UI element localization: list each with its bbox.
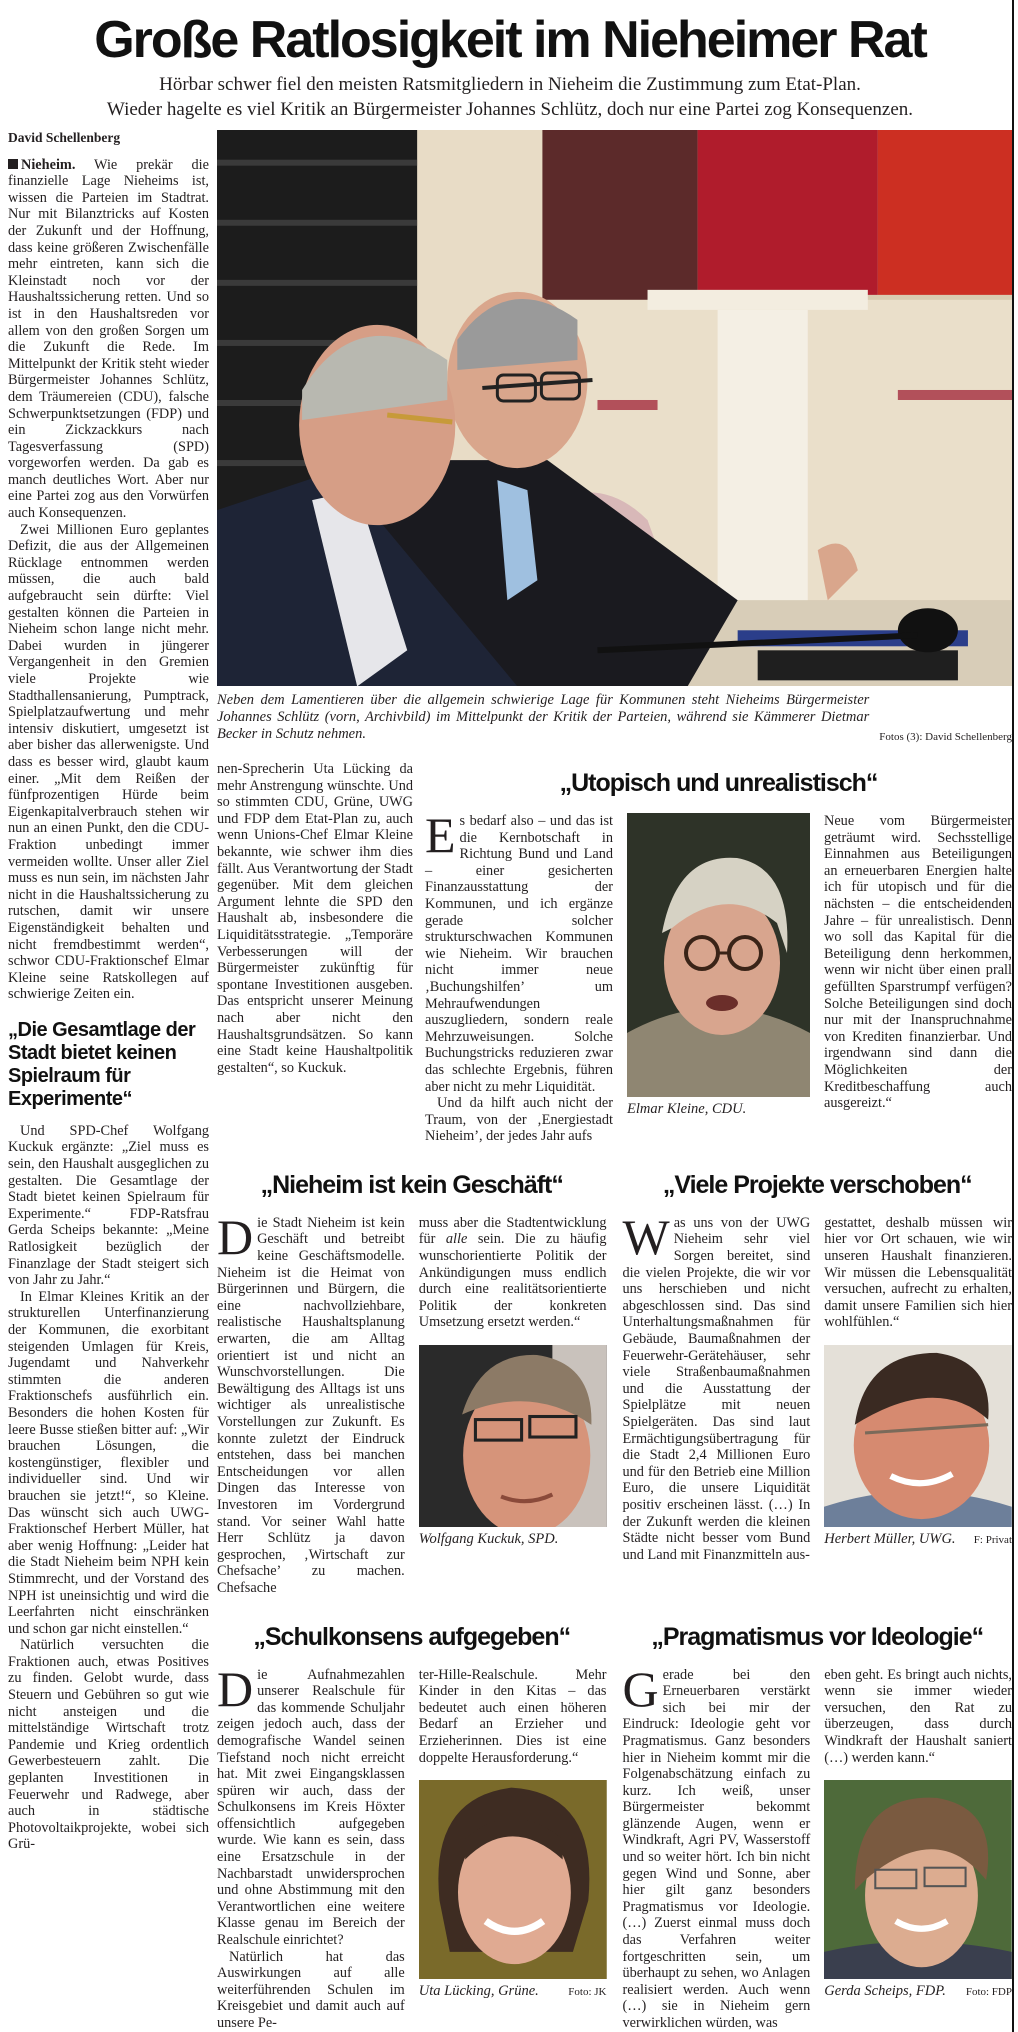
box-nieheim-col-a (217, 1208, 405, 1597)
paragraph (419, 1215, 607, 1331)
box-prag-col-b (824, 1667, 1012, 1767)
portrait-caption-row (824, 1531, 1012, 1548)
portrait-photo-icon (419, 1780, 607, 1979)
portrait-block (627, 813, 810, 1118)
paragraph-text: erade bei den Erneuerbaren verstärkt sich bei mir der Eindruck: Ideologie geht vor Pragmatismus. Ganz besonders hier in Nieheim kommt mir die Folgenabschätzung einfach zu kurz. Ich weiß, unser Bürgermeister bekommt glänzende Augen, wenn er Windkraft, Agri PV, Wasserstoff und so weiter hört. Ich bin nicht gegen Wind und Sonne, aber hier gilt ganz besonders Pragmatismus vor Ideologie. (…) Zuerst einmal muss doch das Verfahren weiter fortgeschritten sein, um überhaupt zu sehen, wo Anlagen realisiert werden. Auch wenn (…) sie in Nieheim gern verwirklichen würden, was (622, 1666, 811, 2031)
article-grid (8, 130, 1012, 2032)
portrait-caption-row (419, 1983, 607, 2000)
portrait-caption: Uta Lücking, Grüne. (418, 1983, 539, 2000)
box-nieheim-columns (217, 1208, 607, 1597)
box-utopisch-col-b (824, 813, 1012, 1112)
caption-text: Neben dem Lamentieren über die allgemein schwierige Lage für Kommunen steht Nieheims Bürgermeister Johannes Schlütz (vorn, Archivbild) im Mittelpunkt der Kritik der Parteien, während sie Kämmerer Dietmar Becker in Schutz nehmen. (217, 692, 870, 742)
box-schul-col-b (419, 1667, 607, 1767)
bullet-square-icon (8, 159, 18, 169)
dropcap: D (217, 1660, 254, 1717)
deck (8, 72, 1012, 122)
portrait-caption-row (824, 1983, 1012, 2000)
portrait-caption: Wolfgang Kuckuk, SPD. (418, 1531, 559, 1548)
portrait-caption: Elmar Kleine, CDU. (627, 1101, 747, 1117)
paragraph (425, 807, 613, 1095)
box-utopisch-columns (425, 807, 1012, 1145)
box-schul-col-a (217, 1660, 405, 2032)
box-nieheim (217, 1163, 607, 1597)
subheadline: „Die Gesamtlage der Stadt bietet keinen Spielraum für Experimente“ (8, 1018, 196, 1110)
paragraph: ter-Hille-Realschule. Mehr Kinder in den Kitas – das bedeutet auch einen höheren Bedarf an Erzieher und Erzieherinnen. Dies ist eine doppelte Herausforderung.“ (418, 1666, 607, 1766)
section-title-nieheim: „Nieheim ist kein Geschäft“ (260, 1170, 563, 1199)
paragraph: gestattet, deshalb müssen wir hier vor Ort schauen, wie wir unseren Haushalt finanzieren. Wir müssen die Lebensqualität versuchen, aufrecht zu erhalten, damit unsere Familien sich hier wohlfühlen.“ (824, 1214, 1012, 1331)
portrait-caption: Herbert Müller, UWG. (824, 1531, 956, 1548)
box-prag-columns (622, 1660, 1013, 2032)
dropcap: W (622, 1208, 670, 1265)
dropcap: D (217, 1208, 254, 1265)
portrait-photo-icon (627, 813, 810, 1097)
photo-council-meeting-icon (217, 130, 1012, 686)
paragraph: Zwei Millionen Euro geplantes Defizit, die aus der Allgemeinen Rücklage entnommen werden müssen, die auch bald aufgebraucht sein dürfte: Viel gestalten können die Parteien in Nieheim schon lange nicht mehr. Dabei wurden in jüngerer Vergangenheit in den Gremien viele Projekte wie Stadthallensanierung, Pumptrack, Spielplatzaufwertung und mehr intensiv diskutiert, umgesetzt ist aber bisher das allerwenigste. Und dass es besser wird, glaubt kaum einer. „Mit dem Reißen der fünfprozentigen Hürde beim Eigenkapitalverbrauch stehen wir nun an einen Punkt, den die CDU-Fraktion unbedingt immer vermeiden wollte. Unser aller Ziel muss es nun sein, im nächsten Jahr nicht in die Haushaltssicherung zu rutschen, damit wir unsere Eigenständigkeit behalten und nicht fremdbestimmt werden“, schwor CDU-Fraktionschef Elmar Kleine seine Ratskollegen auf schwierige Zeiten ein. (8, 521, 209, 1003)
box-projekte-col-b (824, 1215, 1012, 1331)
paragraph: Neue vom Bürgermeister geträumt wird. Sechsstellige Einnahmen aus Beteiligungen an erneuerbaren Energien halte ich für utopisch und für die nächsten – die entscheidenden Jahre – für unrealistisch. Denn wo soll das Kapital für die Beteiligung denn herkommen, wenn wir nicht über einen prall gefüllten Sparstrumpf verfügen? Solche Beteiligungen sind doch nur mit der Inanspruchnahme von Krediten finanzierbar. Und irgendwann sind dann die Möglichkeiten der Kreditbeschaffung auch ausgereizt.“ (824, 813, 1012, 1112)
box-schulkonsens (217, 1615, 607, 2032)
portrait-uta-luecking (419, 1780, 607, 1979)
box-schul-columns (217, 1660, 607, 2032)
deck-line-2: Wieder hagelte es viel Kritik an Bürgermeister Johannes Schlütz, doch nur eine Partei zog Konsequenzen. (106, 99, 914, 120)
dateline: Nieheim. (21, 156, 76, 173)
box-nieheim-col-b (419, 1215, 607, 1331)
paragraph: eben geht. Es bringt auch nichts, wenn sie immer wieder versuchen, den Rat zu überzeugen, dass durch Windkraft der Haushalt saniert (…) werden kann.“ (824, 1666, 1012, 1766)
paragraph (8, 157, 209, 522)
dropcap: E (425, 807, 456, 863)
lower-row-1 (217, 761, 1012, 1145)
paragraph: nen-Sprecherin Uta Lücking da mehr Anstrengung wünschte. Und so stimmten CDU, Grüne, UWG und FDP dem Etat-Plan zu, auch wenn Unions-Chef Elmar Kleine bekannte, wie schwer ihm dies fällt. Aus Verantwortung der Stadt gegenüber. Mit dem gleichen Argument lehnte die SPD den Haushalt ab, insbesondere die Liquiditätsstrategie. „Temporäre Verbesserungen will der Bürgermeister zukünftig für spontane Investitionen ausgeben. Das entspricht unserer Meinung nach aber nicht den Haushaltsgrundsätzen. So kann eine Stadt keine Haushaltpolitik gestalten“, so Kuckuk. (217, 761, 413, 1076)
paragraph-text: ie Aufnahmezahlen unserer Realschule für das kommende Schuljahr zeigen jedoch auch, dass der demografische Wandel seinen Tiefstand noch nicht erreicht hat. Mit zwei Eingangsklassen spüren wir auch, dass der Schulkonsens im Kreis Höxter offensichtlich aufgegeben wurde. Wie kann es sein, dass eine Ersatzschule in der Nachbarstadt unwidersprochen und ohne Abstimmung mit den Verantwortlichen eine weitere Klasse genau im Bereich der Realschule einrichtet? (217, 1666, 405, 1949)
section-title-pragmatismus: „Pragmatismus vor Ideologie“ (651, 1622, 984, 1651)
paragraph-text: muss aber die Stadtentwicklung für (418, 1214, 607, 1248)
section-title-viele-projekte: „Viele Projekte verschoben“ (662, 1170, 972, 1199)
portrait-gerda-scheips (824, 1780, 1012, 1979)
paragraph: In Elmar Kleines Kritik an der strukturellen Unterfinanzierung der Kommunen, die exorbitant steigenden Umlagen für Kreis, Jugendamt und Nahverkehr stimmten die anderen Fraktionschefs ausführlich ein. Besonders die hohen Kosten für leere Busse stießen bitter auf: „Wir brauchen Lösungen, die kostengünstiger, flexibler und individueller sind. Und wir brauchen sie jetzt!“, so Kleine. Das wünscht sich auch UWG-Fraktionschef Herbert Müller, hat aber wenig Hoffnung: „Leider hat die Stadt Nieheim beim NPH kein Stimmrecht, und der Vorstand des NPH ist uneinsichtig und wird die Leerfahrten nicht einschränken und schon gar nicht einstellen.“ (8, 1288, 209, 1637)
box-schul-col-b-block (419, 1667, 607, 2001)
main-photo-caption-row (217, 692, 1012, 743)
main-photo-credit: Fotos (3): David Schellenberg (879, 731, 1012, 743)
deck-line-1: Hörbar schwer fiel den meisten Ratsmitgliedern in Nieheim die Zustimmung zum Etat-Plan. (159, 74, 861, 95)
column-2 (217, 761, 413, 1076)
paragraph: Natürlich hat das Auswirkungen auf alle weiterführenden Schulen im Kreisgebiet und damit auch auf unsere Pe- (217, 1948, 405, 2031)
emphasis: alle (445, 1231, 468, 1248)
paragraph (622, 1208, 811, 1563)
portrait-herbert-mueller (824, 1345, 1012, 1527)
box-projekte-columns (622, 1208, 1013, 1563)
author-byline: David Schellenberg (8, 130, 121, 145)
portrait-wolfgang-kuckuk (419, 1345, 607, 1527)
right-area (217, 130, 1012, 2032)
lower-row-3 (217, 1615, 1012, 2032)
portrait-elmar-kleine (627, 813, 810, 1097)
portrait-photo-icon (824, 1345, 1012, 1527)
portrait-credit: F: Privat (973, 1534, 1012, 1547)
paragraph-text: Wie prekär die finanzielle Lage Nieheims ist, wissen die Parteien im Stadtrat. Nur mit Bilanztricks auf Kosten der Zukunft und der Hoffnung, dass keine größeren Zwischenfälle mehr eintreten, kann sich die Kleinstadt noch vor der Haushaltssicherung retten. Und so ist in den Haushaltsreden vor allem von den großen Sorgen um die Zukunft die Rede. Im Mittelpunkt der Kritik steht wieder Bürgermeister Johannes Schlütz, dem Träumereien (CDU), falsche Schwerpunktsetzungen (FDP) und ein Zickzackkurs nach Tagesverfassung (SPD) vorgeworfen werden. Da gab es manch deutliches Wort. Aber nur eine Partei zog aus den Vorwürfen auch Konsequenzen. (8, 156, 209, 522)
paragraph (217, 1660, 405, 1949)
box-viele-projekte (623, 1163, 1013, 1563)
headline: Große Ratlosigkeit im Nieheimer Rat (94, 11, 926, 69)
box-projekte-col-b-block (824, 1215, 1012, 1548)
portrait-caption: Gerda Scheips, FDP. (824, 1983, 946, 2000)
lower-row-2 (217, 1163, 1012, 1597)
dropcap: G (622, 1660, 659, 1717)
box-pragmatismus (623, 1615, 1013, 2032)
paragraph (217, 1208, 405, 1597)
section-title-utopisch: „Utopisch und unrealistisch“ (559, 769, 878, 797)
paragraph-text: s bedarf also – und das ist die Kernbotschaft in Richtung Bund und Land – einer gesicherten Finanzausstattung der Kommunen, und ich ergänze gerade solcher strukturschwachen Kommunen wie Nieheim. Wir brauchen nicht immer neue ‚Buchungshilfen’ um Mehraufwendungen auszugliedern, sondern reale Mehrzuweisungen. Solche Buchungstricks reduzieren zwar das schlechte Ergebnis, führen aber nicht zu mehr Liquidität. (425, 813, 613, 1095)
main-photo (217, 130, 1012, 686)
paragraph-text: ie Stadt Nieheim ist kein Geschäft und betreibt keine Geschäftsmodelle. Nieheim ist die Heimat von Bürgerinnen und Bürgern, die eine nachvollziehbare, realistische Haushaltsplanung erwarten, die am Alltag orientiert ist und nicht an Wunschvorstellungen. Die Bewältigung des Alltags ist uns wichtiger als unrealistische Vorstellungen zur Zukunft. Es konnte zuletzt der Eindruck entstehen, dass bei manchen Entscheidungen vor allen Dingen das Interesse von Investoren im Vordergrund stand. Vor seiner Wahl hatte Herr Schlütz ja davon gesprochen, ‚Wirtschaft zur Chefsache’ zu machen. Chefsache (217, 1214, 405, 1596)
paragraph: Natürlich versuchten die Fraktionen auch, etwas Positives zu finden. Gelobt wurde, dass Steuern und Gebühren so gut wie nicht ansteigen und die mittelständige Wirtschaft trotz Pandemie und Krieg ordentlich Gewerbesteuern zahlt. Die geplanten Investitionen in Feuerwehr und Radwege, aber auch in städtische Photovoltaikprojekte, wobei sich Grü- (8, 1637, 209, 1853)
portrait-credit: Foto: JK (568, 1986, 607, 1999)
portrait-credit: Foto: FDP (965, 1986, 1012, 1999)
portrait-photo-icon (419, 1345, 607, 1527)
column-1 (8, 130, 209, 1853)
paragraph (622, 1660, 811, 2032)
paragraph: Und da hilft auch nicht der Traum, von der ‚Energiestadt Nieheim’, der jedes Jahr aufs (425, 1095, 613, 1145)
box-utopisch (425, 761, 1012, 1145)
page-edge-rule (1012, 0, 1014, 2032)
paragraph-text: as uns von der UWG Nieheim sehr viel Sorgen bereitet, sind die vielen Projekte, die wir vor uns herschieben und nicht abgeschlossen sind. Das sind Unterhaltungsmaßnahmen für Gebäude, Baumaßnahmen der Feuerwehr-Gerätehäuser, sehr viele Straßenbaumaßnahmen und die Ausstattung der Spielplätze mit neuen Spielgeräten. Das sind laut Ermächtigungsübertragung für die Stadt 2,4 Millionen Euro und für den Betrieb eine Million Euro, die unsere Liquidität positiv erscheinen lässt. (…) In der Zukunft werden die kleinen Städte nicht besser vom Bund und Land mit Finanzmitteln aus- (622, 1214, 811, 1563)
main-photo-caption (217, 692, 869, 743)
box-nieheim-col-b-block (419, 1215, 607, 1548)
portrait-photo-icon (824, 1780, 1012, 1979)
paragraph-text: sein. Die zu häufig wunschorientierte Politik der Ankündigungen muss endlich durch eine realitätsorientierte Politik der konkreten Umsetzung ersetzt werden.“ (418, 1231, 607, 1331)
section-title-schulkonsens: „Schulkonsens aufgegeben“ (253, 1622, 571, 1651)
box-utopisch-col-a (425, 807, 613, 1145)
paragraph: Und SPD-Chef Wolfgang Kuckuk ergänzte: „Ziel muss es sein, den Haushalt ausgeglichen zu gestalten. Die Gesamtlage der Stadt bietet keinen Spielraum für Experimente.“ FDP-Ratsfrau Gerda Scheips bekannte: „Meine Ratlosigkeit bezüglich der Finanzlage der Stadt steigert sich von Jahr zu Jahr.“ (8, 1122, 209, 1289)
box-prag-col-a (622, 1660, 811, 2032)
box-projekte-col-a (622, 1208, 811, 1563)
box-prag-col-b-block (824, 1667, 1012, 2001)
